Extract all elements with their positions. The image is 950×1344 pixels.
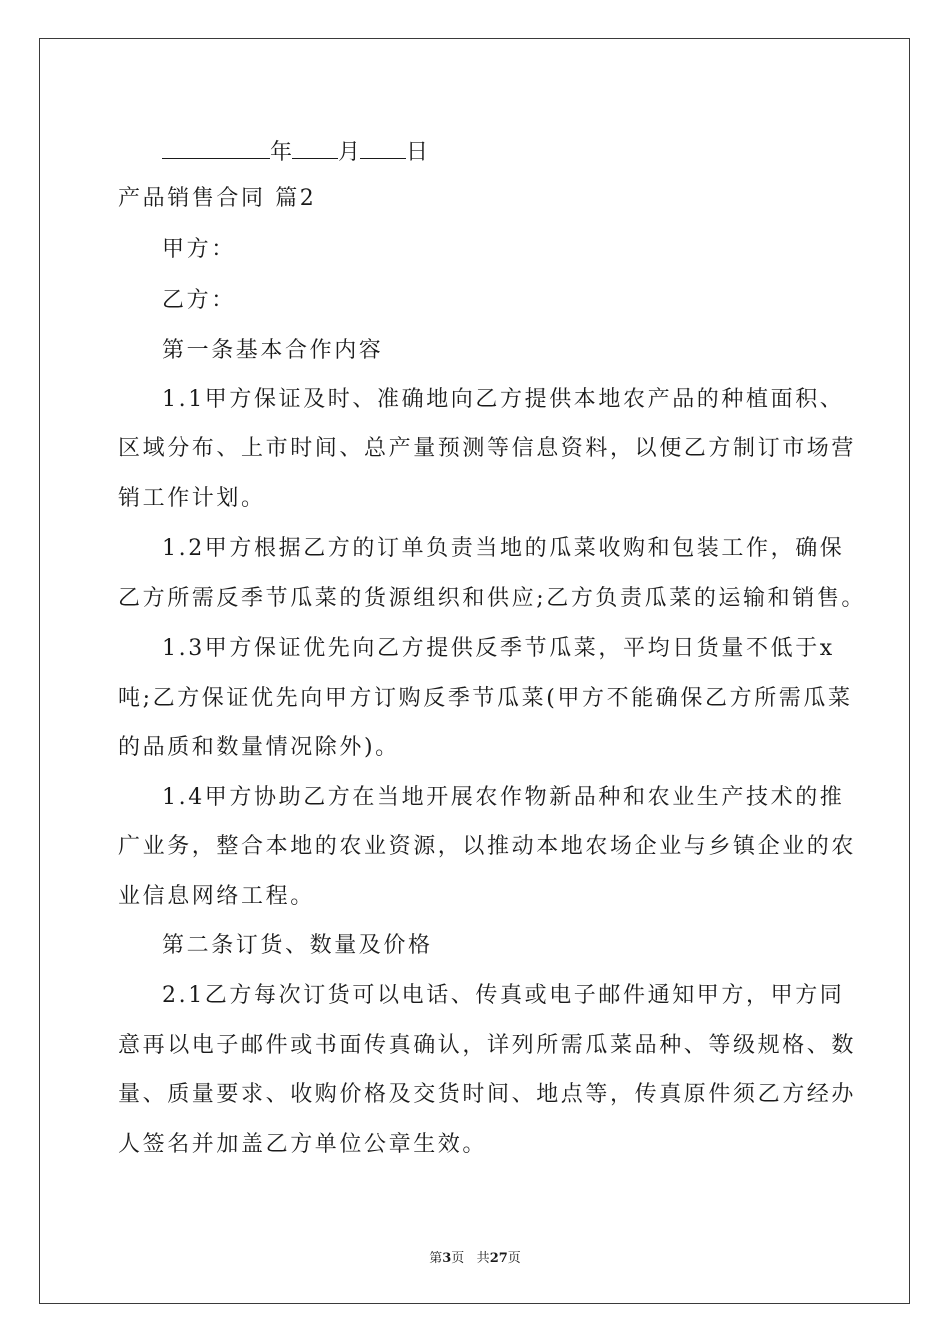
party-b-label: 乙方：: [162, 288, 236, 313]
paragraph-line: 广业务，整合本地的农业资源，以推动本地农场企业与乡镇企业的农: [118, 834, 857, 859]
paragraph-line: 区域分布、上市时间、总产量预测等信息资料，以便乙方制订市场营: [118, 436, 857, 461]
page-footer: [0, 1247, 950, 1266]
paragraph-line: 2.1乙方每次订货可以电话、传真或电子邮件通知甲方，甲方同: [162, 983, 845, 1008]
date-line: [162, 136, 428, 168]
footer-page-number: 3: [442, 1251, 452, 1266]
paragraph-line: 1.3甲方保证优先向乙方提供反季节瓜菜，平均日货量不低于x: [162, 636, 835, 661]
paragraph-line: 的品质和数量情况除外)。: [118, 735, 400, 760]
article-2-heading: 第二条订货、数量及价格: [162, 933, 433, 958]
paragraph-line: 业信息网络工程。: [118, 884, 315, 909]
paragraph-line: 吨;乙方保证优先向甲方订购反季节瓜菜(甲方不能确保乙方所需瓜菜: [118, 686, 853, 711]
month-label: 月: [338, 140, 361, 165]
footer-total-suffix: 页: [507, 1251, 521, 1266]
footer-prefix: 第: [429, 1251, 443, 1266]
paragraph-line: 人签名并加盖乙方单位公章生效。: [118, 1132, 488, 1157]
paragraph-line: 销工作计划。: [118, 486, 266, 511]
month-blank: [292, 136, 338, 159]
year-label: 年: [270, 140, 293, 165]
footer-page-suffix: 页: [451, 1251, 465, 1266]
day-label: 日: [406, 140, 429, 165]
article-1-heading: 第一条基本合作内容: [162, 338, 384, 363]
paragraph-line: 意再以电子邮件或书面传真确认，详列所需瓜菜品种、等级规格、数: [118, 1033, 857, 1058]
paragraph-line: 1.1甲方保证及时、准确地向乙方提供本地农产品的种植面积、: [162, 387, 845, 412]
paragraph-line: 量、质量要求、收购价格及交货时间、地点等，传真原件须乙方经办: [118, 1082, 857, 1107]
day-blank: [360, 136, 406, 159]
footer-total-prefix: 共: [476, 1251, 490, 1266]
footer-total-pages: 27: [489, 1251, 508, 1266]
year-blank: [162, 136, 270, 159]
section-title: 产品销售合同 篇2: [118, 186, 317, 211]
page-border: [39, 38, 910, 1304]
paragraph-line: 1.2甲方根据乙方的订单负责当地的瓜菜收购和包装工作，确保: [162, 536, 845, 561]
paragraph-line: 乙方所需反季节瓜菜的货源组织和供应;乙方负责瓜菜的运输和销售。: [118, 586, 867, 611]
party-a-label: 甲方：: [162, 237, 236, 262]
paragraph-line: 1.4甲方协助乙方在当地开展农作物新品种和农业生产技术的推: [162, 785, 845, 810]
